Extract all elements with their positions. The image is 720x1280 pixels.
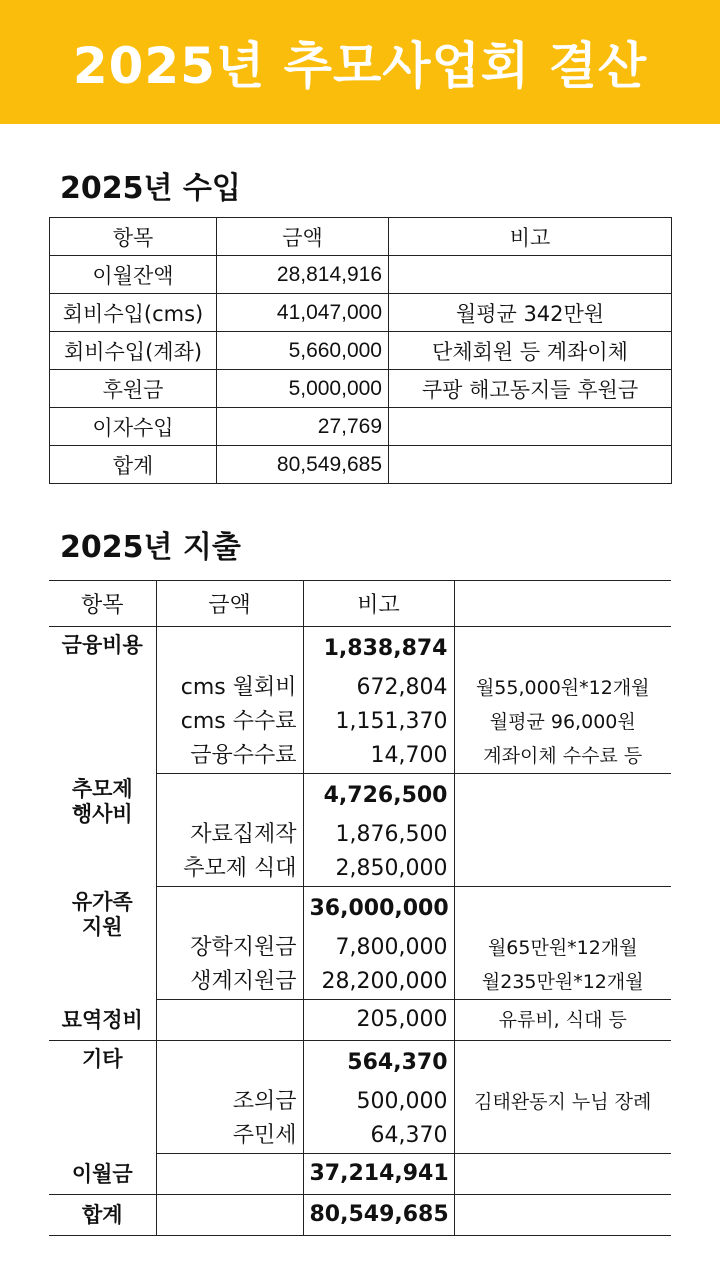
expense-sub-item: 장학지원금 bbox=[156, 931, 303, 965]
income-note: 월평균 342만원 bbox=[389, 294, 672, 332]
expense-amount: 205,000 bbox=[303, 1000, 454, 1041]
table-row bbox=[50, 370, 672, 408]
income-amount: 27,769 bbox=[217, 408, 389, 446]
table-row bbox=[49, 627, 671, 672]
income-amount: 5,660,000 bbox=[217, 332, 389, 370]
expense-sub-item: 자료집제작 bbox=[156, 818, 303, 852]
table-row bbox=[49, 887, 671, 932]
expense-amount: 7,800,000 bbox=[303, 931, 454, 965]
income-item: 합계 bbox=[50, 446, 217, 484]
expense-note bbox=[454, 1195, 671, 1236]
income-note bbox=[389, 256, 672, 294]
expense-note bbox=[454, 852, 671, 887]
expense-note: 월55,000원*12개월 bbox=[475, 677, 650, 699]
expense-sub-item: 생계지원금 bbox=[156, 965, 303, 1000]
expense-col-extra bbox=[454, 581, 671, 627]
income-table bbox=[49, 217, 672, 484]
expense-group-total: 1,838,874 bbox=[303, 627, 454, 672]
expense-sub-item bbox=[156, 1195, 303, 1236]
expense-col-item: 항목 bbox=[49, 581, 156, 627]
table-row bbox=[50, 332, 672, 370]
expense-category: 이월금 bbox=[49, 1154, 156, 1195]
expense-col-note: 비고 bbox=[303, 581, 454, 627]
expense-sub-item bbox=[156, 1041, 303, 1086]
expense-sub-item bbox=[156, 627, 303, 672]
expense-note: 유류비, 식대 등 bbox=[454, 1000, 671, 1041]
expense-category: 유가족 지원 bbox=[49, 887, 156, 1000]
income-header-row bbox=[50, 218, 672, 256]
expense-amount: 37,214,941 bbox=[303, 1154, 454, 1195]
expense-note bbox=[454, 627, 671, 672]
expense-sub-item bbox=[156, 887, 303, 932]
income-total-row bbox=[50, 446, 672, 484]
expense-header-row bbox=[49, 581, 671, 627]
expense-amount: 500,000 bbox=[303, 1085, 454, 1119]
income-note bbox=[389, 446, 672, 484]
income-amount: 28,814,916 bbox=[217, 256, 389, 294]
income-section-title: 2025년 수입 bbox=[60, 171, 241, 206]
income-item: 후원금 bbox=[50, 370, 217, 408]
expense-amount: 672,804 bbox=[303, 671, 454, 705]
expense-sub-item bbox=[156, 774, 303, 819]
expense-sub-item: 조의금 bbox=[156, 1085, 303, 1119]
income-item: 이자수입 bbox=[50, 408, 217, 446]
expense-carryover-row bbox=[49, 1154, 671, 1195]
expense-category: 합계 bbox=[49, 1195, 156, 1236]
table-row bbox=[50, 256, 672, 294]
title-banner bbox=[0, 0, 720, 124]
expense-total-row bbox=[49, 1195, 671, 1236]
income-item: 이월잔액 bbox=[50, 256, 217, 294]
expense-group-total: 564,370 bbox=[303, 1041, 454, 1086]
income-col-amount: 금액 bbox=[217, 218, 389, 256]
expense-sub-item: cms 수수료 bbox=[156, 705, 303, 739]
income-col-item: 항목 bbox=[50, 218, 217, 256]
expense-amount: 1,876,500 bbox=[303, 818, 454, 852]
expense-note bbox=[454, 1119, 671, 1154]
expense-sub-item: 추모제 식대 bbox=[156, 852, 303, 887]
expense-category: 기타 bbox=[49, 1041, 156, 1154]
table-row bbox=[49, 1000, 671, 1041]
expense-note: 월평균 96,000원 bbox=[489, 711, 636, 733]
expense-col-amount: 금액 bbox=[156, 581, 303, 627]
expense-note bbox=[454, 774, 671, 819]
expense-group-total: 36,000,000 bbox=[303, 887, 454, 932]
page-title: 2025년 추모사업회 결산 bbox=[72, 37, 648, 95]
expense-sub-item: 주민세 bbox=[156, 1119, 303, 1154]
income-amount: 41,047,000 bbox=[217, 294, 389, 332]
table-row bbox=[49, 1041, 671, 1086]
table-row bbox=[50, 408, 672, 446]
expense-note: 계좌이체 수수료 등 bbox=[454, 739, 671, 774]
expense-sub-item bbox=[156, 1000, 303, 1041]
expense-amount: 1,151,370 bbox=[303, 705, 454, 739]
expense-note: 월65만원*12개월 bbox=[487, 937, 638, 959]
expense-group-total: 4,726,500 bbox=[303, 774, 454, 819]
income-amount: 5,000,000 bbox=[217, 370, 389, 408]
expense-note: 김태완동지 누님 장례 bbox=[474, 1091, 652, 1113]
expense-amount: 64,370 bbox=[303, 1119, 454, 1154]
expense-amount: 2,850,000 bbox=[303, 852, 454, 887]
expense-sub-item bbox=[156, 1154, 303, 1195]
income-note: 쿠팡 해고동지들 후원금 bbox=[389, 370, 672, 408]
income-note: 단체회원 등 계좌이체 bbox=[389, 332, 672, 370]
expense-amount: 14,700 bbox=[303, 739, 454, 774]
expense-category: 묘역정비 bbox=[49, 1000, 156, 1041]
table-row bbox=[50, 294, 672, 332]
income-amount: 80,549,685 bbox=[217, 446, 389, 484]
expense-amount: 80,549,685 bbox=[303, 1195, 454, 1236]
expense-note bbox=[454, 818, 671, 852]
income-col-note: 비고 bbox=[389, 218, 672, 256]
expense-note bbox=[454, 887, 671, 932]
income-item: 회비수입(cms) bbox=[50, 294, 217, 332]
income-note bbox=[389, 408, 672, 446]
expense-amount: 28,200,000 bbox=[303, 965, 454, 1000]
expense-table bbox=[49, 580, 671, 1236]
expense-category: 추모제 행사비 bbox=[49, 774, 156, 887]
expense-section-title: 2025년 지출 bbox=[60, 530, 241, 565]
income-item: 회비수입(계좌) bbox=[50, 332, 217, 370]
expense-note: 월235만원*12개월 bbox=[454, 965, 671, 1000]
expense-note bbox=[454, 1154, 671, 1195]
expense-category: 금융비용 bbox=[49, 627, 156, 774]
expense-note bbox=[454, 1041, 671, 1086]
expense-sub-item: cms 월회비 bbox=[156, 671, 303, 705]
table-row bbox=[49, 774, 671, 819]
expense-sub-item: 금융수수료 bbox=[156, 739, 303, 774]
